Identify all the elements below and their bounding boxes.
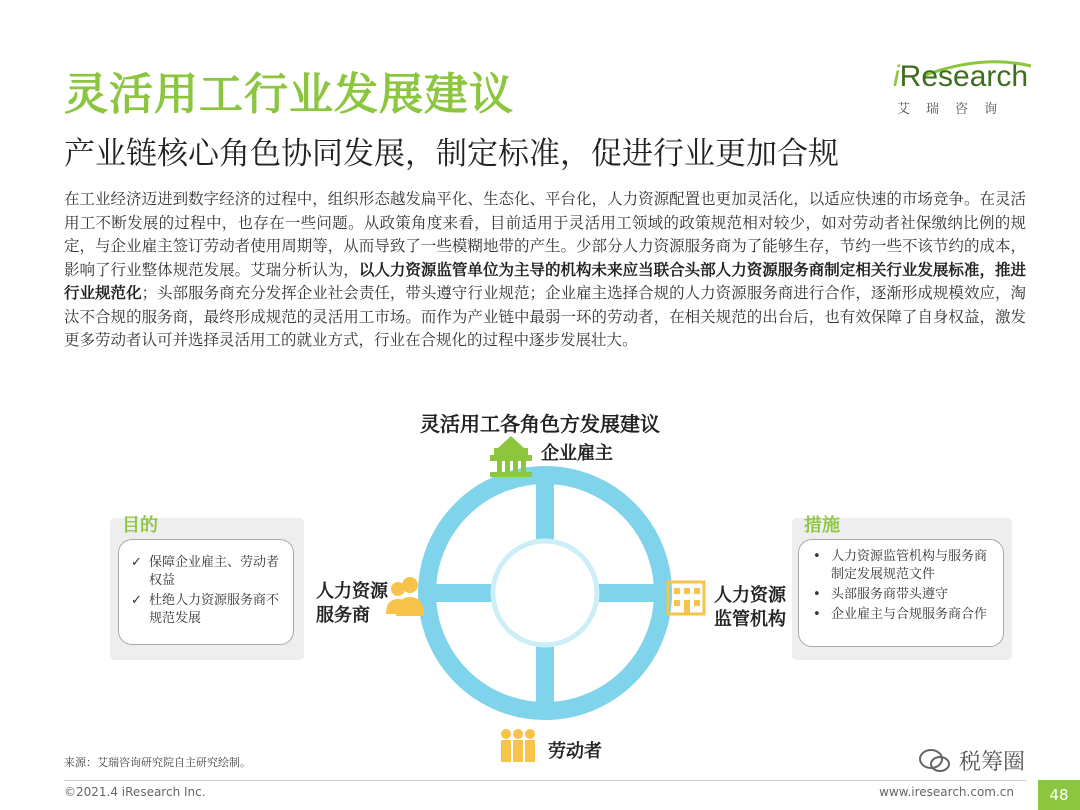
- node-employer: 企业雇主: [541, 443, 613, 464]
- footer-url[interactable]: www.iresearch.com.cn: [879, 785, 1014, 799]
- wechat-icon: [918, 748, 952, 774]
- body-paragraph: 在工业经济迈进到数字经济的过程中，组织形态越发扁平化、生态化、平台化，人力资源配置也更加灵活化，以适应快速的市场竞争。在灵活用工不断发展的过程中，也存在一些问题。从政策角度来看，目前适用于灵活用工领域的政策规范相对较少，如对劳动者社保缴纳比例的规定，与企业雇主签订劳动者使用周期等，从而导致了一些模糊地带的产生。少部分人力资源服务商为了能够生存，节约一些不该节约的成本，影响了行业整体规范发展。艾瑞分析认为，以人力资源监管单位为主导的机构未来应当联合头部人力资源服务商制定相关行业发展标准，推进行业规范化；头部服务商充分发挥企业社会责任，带头遵守行业规范；企业雇主选择合规的人力资源服务商进行合作，逐渐形成规模效应，淘汰不合规的服务商，最终形成规范的灵活用工市场。而作为产业链中最弱一环的劳动者，在相关规范的出台后，也有效保障了自身权益，激发更多劳动者认可并选择灵活用工的就业方式，行业在合规化的过程中逐步发展壮大。: [64, 190, 1026, 349]
- source-note: 来源：艾瑞咨询研究院自主研究绘制。: [64, 756, 251, 769]
- goals-heading: 目的: [122, 515, 158, 536]
- logo-wordmark: iResearch: [893, 60, 1029, 93]
- list-item: • 人力资源监管机构与服务商制定发展规范文件: [813, 549, 988, 582]
- check-icon: ✓: [131, 593, 142, 608]
- office-icon: [668, 582, 704, 614]
- inner-ring: [493, 541, 597, 645]
- node-hr-provider-line1: 人力资源: [316, 581, 388, 602]
- measures-card: [798, 539, 1004, 647]
- check-icon: ✓: [131, 555, 142, 570]
- node-workers: 劳动者: [548, 741, 602, 762]
- node-hr-provider-line2: 服务商: [316, 605, 370, 626]
- diagram-title: 灵活用工各角色方发展建议: [420, 412, 660, 436]
- list-item: ✓ 杜绝人力资源服务商不规范发展: [131, 593, 280, 626]
- goals-card: [118, 539, 294, 645]
- page-number: 48: [1038, 780, 1080, 810]
- page-title: 灵活用工行业发展建议: [64, 69, 514, 120]
- list-item: ✓ 保障企业雇主、劳动者权益: [131, 555, 280, 588]
- bullet-icon: •: [813, 587, 821, 602]
- measures-list: [813, 548, 991, 626]
- node-regulator-line1: 人力资源: [714, 585, 786, 606]
- list-item: • 企业雇主与合规服务商合作: [813, 607, 988, 622]
- page-subtitle: 产业链核心角色协同发展，制定标准，促进行业更加合规: [64, 136, 839, 172]
- logo-subtitle: 艾瑞咨询: [897, 102, 1014, 117]
- footer-divider: [64, 780, 1026, 781]
- workers-icon: [501, 729, 535, 762]
- watermark: 税筹圈: [918, 745, 1025, 776]
- copyright: ©2021.4 iResearch Inc.: [64, 785, 206, 799]
- bullet-icon: •: [813, 549, 821, 564]
- node-regulator-line2: 监管机构: [714, 609, 786, 630]
- emphasis-text: 以人力资源监管单位为主导的机构未来应当联合头部人力资源服务商制定相关行业发展标准，推进行业规范化: [64, 260, 1026, 302]
- bullet-icon: •: [813, 607, 821, 622]
- measures-heading: 措施: [804, 515, 840, 536]
- list-item: • 头部服务商带头遵守: [813, 587, 949, 602]
- goals-list: [131, 554, 285, 630]
